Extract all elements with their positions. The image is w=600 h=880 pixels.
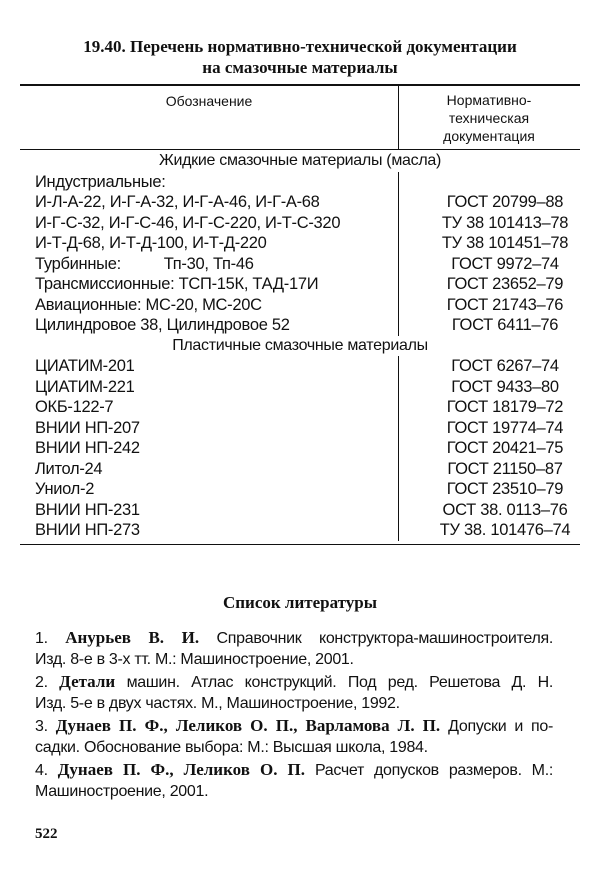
material-name: ВНИИ НП-242: [35, 439, 140, 457]
standard-doc: ГОСТ 6267–74: [451, 357, 559, 375]
material-name: Литол-24: [35, 459, 103, 478]
standard-doc: ГОСТ 23510–79: [446, 480, 564, 498]
material-name: И-Л-А-22, И-Г-А-32, И-Г-А-46, И-Г-А-68: [35, 193, 320, 211]
standard-doc: ГОСТ 20421–75: [446, 439, 564, 457]
reference-item: [35, 671, 553, 694]
standard-doc: ТУ 38 101451–78: [441, 234, 569, 252]
table-row: [35, 233, 569, 254]
table-row: [35, 438, 564, 459]
page-number: 522: [35, 826, 58, 842]
header-designation: Обозначение: [165, 93, 253, 109]
table-row: [35, 356, 559, 377]
table-row: [35, 479, 564, 500]
reference-authors: Дунаев П. Ф., Леликов О. П., Варламова Л. П.: [55, 716, 441, 735]
table-title: [0, 36, 600, 78]
standard-doc: ГОСТ 20799–88: [446, 193, 564, 211]
reference-text-continued: Машиностроение, 2001.: [35, 783, 209, 800]
material-name: ОКБ-122-7: [35, 398, 114, 416]
table-row: [35, 192, 564, 213]
material-name: ВНИИ НП-207: [35, 418, 140, 437]
reference-text: Допуски и по-: [448, 718, 553, 735]
header-doc-line: Нормативно-: [446, 92, 532, 108]
material-name: И-Г-С-32, И-Г-С-46, И-Г-С-220, И-Т-С-320: [35, 213, 341, 232]
reference-number: 4.: [35, 762, 48, 779]
table-row: [35, 397, 564, 418]
header-doc-line: техническая: [448, 110, 530, 126]
reference-text: Расчет допусков размеров. М.:: [314, 762, 553, 779]
table-top-rule: [20, 84, 580, 86]
reference-authors: Анурьев В. И.: [65, 628, 200, 647]
reference-text-continued: Изд. 8-е в 3-х тт. М.: Машиностроение, 2001.: [35, 651, 354, 668]
reference-number: 2.: [35, 674, 48, 691]
reference-number: 1.: [35, 630, 48, 647]
material-name: Турбинные: Тп-30, Тп-46: [35, 254, 254, 273]
standard-doc: ТУ 38 101413–78: [441, 213, 569, 232]
header-doc-line: документация: [443, 128, 535, 144]
reference-item: [35, 627, 553, 650]
material-name: Индустриальные:: [35, 172, 166, 191]
section-title: Жидкие смазочные материалы (масла): [159, 152, 441, 169]
reference-text-continued: садки. Обоснование выбора: М.: Высшая школа, 1984.: [35, 739, 428, 756]
reference-authors: Дунаев П. Ф., Леликов О. П.: [57, 760, 305, 779]
standard-doc: ГОСТ 9972–74: [451, 254, 559, 273]
material-name: Трансмиссионные: ТСП-15К, ТАД-17И: [35, 275, 319, 293]
table-bottom-rule: [20, 544, 580, 546]
reference-authors: Детали: [59, 672, 116, 691]
table-row: [35, 274, 564, 295]
material-name: Цилиндровое 38, Цилиндровое 52: [35, 316, 290, 334]
section-title: Пластичные смазочные материалы: [172, 336, 428, 354]
table-title-line-1: 19.40. Перечень нормативно-технической документации: [83, 37, 517, 56]
table-row: [35, 377, 559, 398]
reference-number: 3.: [35, 718, 48, 735]
material-name: Униол-2: [35, 480, 95, 498]
standard-doc: ГОСТ 9433–80: [451, 377, 559, 396]
standard-doc: ОСТ 38. 0113–76: [442, 500, 568, 519]
table-row: [35, 500, 568, 521]
reference-text-continued: Изд. 5-е в двух частях. М., Машиностроение, 1992.: [35, 695, 400, 712]
standard-doc: ГОСТ 18179–72: [446, 398, 564, 416]
reference-item: [35, 759, 553, 782]
reference-item: [35, 715, 553, 738]
standard-doc: ГОСТ 23652–79: [446, 275, 564, 293]
reference-text: машин. Атлас конструкций. Под ред. Решетова Д. Н.: [126, 674, 554, 691]
standard-doc: ГОСТ 21150–87: [447, 459, 563, 478]
material-name: ЦИАТИМ-221: [35, 377, 135, 396]
table-row: [35, 418, 564, 439]
material-name: ЦИАТИМ-201: [35, 357, 135, 375]
material-name: ВНИИ НП-273: [35, 521, 140, 539]
table-row: [35, 459, 563, 480]
header-bottom-rule: [20, 149, 580, 150]
table-row: [35, 295, 564, 316]
standard-doc: ТУ 38. 101476–74: [439, 521, 571, 539]
material-name: И-Т-Д-68, И-Т-Д-100, И-Т-Д-220: [35, 234, 267, 252]
material-name: Авиационные: МС-20, МС-20С: [35, 295, 262, 314]
table-row: [35, 520, 571, 541]
header-documentation: [398, 91, 580, 145]
table-row: [35, 315, 559, 336]
standard-doc: ГОСТ 6411–76: [451, 316, 559, 334]
table-row: [35, 213, 569, 234]
table-title-line-2: на смазочные материалы: [202, 58, 398, 77]
standard-doc: ГОСТ 19774–74: [446, 418, 564, 437]
standard-doc: ГОСТ 21743–76: [446, 295, 564, 314]
literature-title: Список литературы: [222, 593, 378, 612]
material-name: ВНИИ НП-231: [35, 500, 140, 519]
table-row: [35, 254, 559, 275]
reference-text: Справочник конструктора-машиностроителя.: [216, 630, 553, 647]
table-row: [35, 172, 555, 193]
